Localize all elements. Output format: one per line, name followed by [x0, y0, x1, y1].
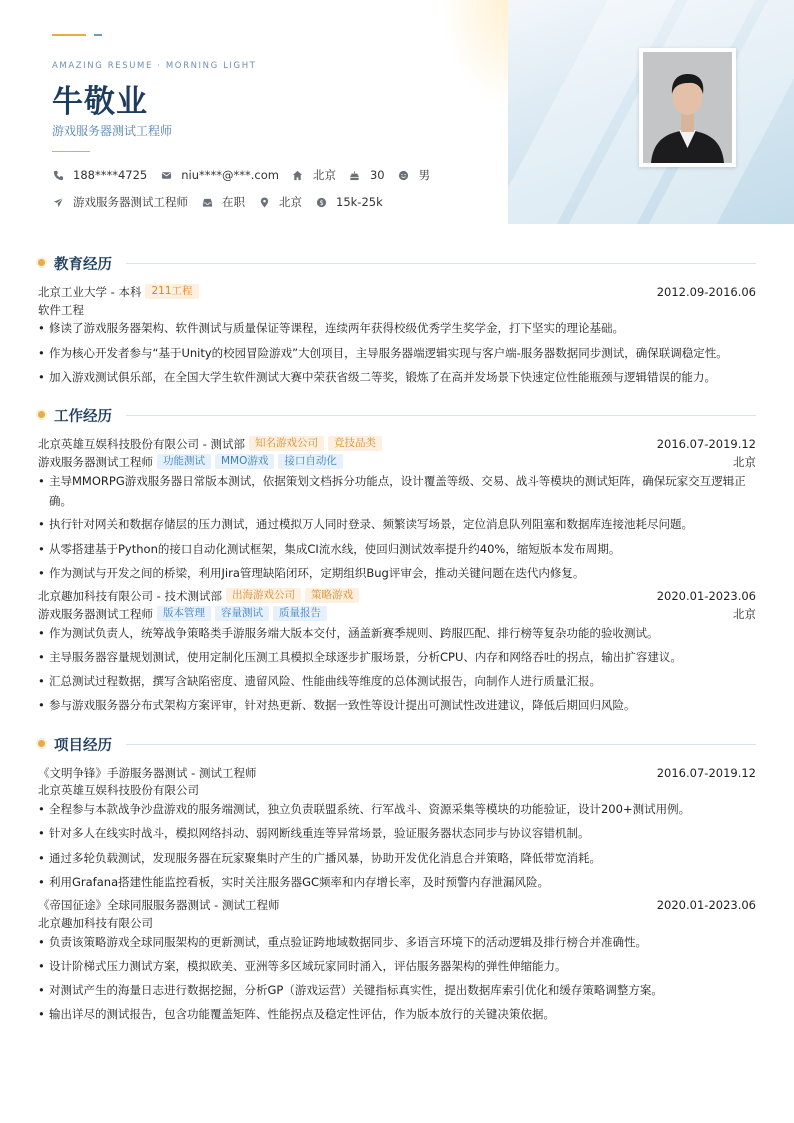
work-section-header	[38, 405, 756, 425]
bullet-text: 作为核心开发者参与“基于Unity的校园冒险游戏”大创项目，主导服务器端逻辑实现与客户端-服务器数据同步测试，确保联调稳定性。	[49, 346, 728, 360]
job-bullet: • 参与游戏服务器分布式架构方案评审，针对热更新、数据一致性等设计提出可测试性改进建议，降低后期回归风险。	[38, 695, 756, 715]
project-section-header	[38, 734, 756, 754]
education-section-title: 教育经历	[54, 257, 112, 273]
phone-text: 188****4725	[73, 168, 148, 182]
education-dates: 2012.09-2016.06	[656, 285, 756, 299]
phone-icon	[52, 169, 64, 181]
bullet-text: 执行针对网关和数据存储层的压力测试，通过模拟万人同时登录、频繁读写场景，定位消息队列阻塞和数据库连接池耗尽问题。	[49, 517, 693, 531]
project-company: 北京趣加科技有限公司	[38, 916, 153, 930]
job-bullet: • 从零搭建基于Python的接口自动化测试框架，集成CI流水线，使回归测试效率提升约40%，缩短版本发布周期。	[38, 539, 756, 559]
project-bullet: • 针对多人在线实时战斗，模拟网络抖动、弱网断线重连等异常场景，验证服务器状态同步与协议容错机制。	[38, 823, 756, 843]
profile-photo	[643, 52, 732, 163]
intent-row	[52, 194, 396, 210]
location-icon	[258, 196, 270, 208]
bullet-text: 汇总测试过程数据，撰写含缺陷密度、遗留风险、性能曲线等维度的总体测试报告，向制作人进行质量汇报。	[49, 674, 601, 688]
residence-text: 北京	[312, 168, 336, 182]
bullet-text: 主导服务器容量规划测试，使用定制化压测工具模拟全球逐步扩服场景，分析CPU、内存和网络吞吐的拐点，输出扩容建议。	[49, 650, 682, 664]
job-header	[38, 588, 756, 604]
job-bullet: • 汇总测试过程数据，撰写含缺陷密度、遗留风险、性能曲线等维度的总体测试报告，向制作人进行质量汇报。	[38, 671, 756, 691]
project-dates: 2016.07-2019.12	[656, 766, 756, 780]
company-name: 北京趣加科技有限公司 - 技术测试部	[38, 589, 222, 603]
job-title: 游戏服务器测试工程师	[52, 124, 173, 138]
job-role: 游戏服务器测试工程师	[38, 607, 153, 621]
project-bullet: • 输出详尽的测试报告，包含功能覆盖矩阵、性能拐点及稳定性评估，作为版本放行的关键决策依据。	[38, 1004, 756, 1024]
school-tag: 211工程	[145, 284, 198, 299]
bullet-text: 从零搭建基于Python的接口自动化测试框架，集成CI流水线，使回归测试效率提升约40%，缩短版本发布周期。	[49, 542, 621, 556]
smile-icon	[398, 169, 410, 181]
contact-row	[52, 167, 443, 183]
school-name: 北京工业大学 - 本科	[38, 285, 142, 299]
job-dates: 2020.01-2023.06	[656, 589, 756, 603]
job-role: 游戏服务器测试工程师	[38, 455, 153, 469]
salary-item	[315, 195, 383, 209]
job-dates: 2016.07-2019.12	[656, 437, 756, 451]
title-rule	[52, 151, 90, 152]
gold-line	[52, 34, 86, 36]
job-location: 北京	[733, 455, 756, 469]
bullet-text: 设计阶梯式压力测试方案，模拟欧美、亚洲等多区域玩家同时涌入，评估服务器架构的弹性伸缩能力。	[49, 959, 567, 973]
project-dates: 2020.01-2023.06	[656, 898, 756, 912]
section-dot	[38, 740, 45, 747]
age-text: 30	[369, 168, 385, 182]
section-dot	[38, 411, 45, 418]
bullet-text: 加入游戏测试俱乐部，在全国大学生软件测试大赛中荣获省级二等奖，锻炼了在高并发场景下快速定位性能瓶颈与逻辑错误的能力。	[49, 370, 716, 384]
gender-item	[398, 167, 431, 183]
target-job-item	[52, 194, 188, 210]
project-bullet: • 通过多轮负载测试，发现服务器在玩家聚集时产生的广播风暴，协助开发优化消息合并策略，降低带宽消耗。	[38, 848, 756, 868]
svg-text:$: $	[318, 198, 324, 207]
project-name: 《帝国征途》全球同服服务器测试 - 测试工程师	[38, 898, 280, 912]
education-bullet: • 加入游戏测试俱乐部，在全国大学生软件测试大赛中荣获省级二等奖，锻炼了在高并发场景下快速定位性能瓶颈与逻辑错误的能力。	[38, 367, 756, 387]
target-job-text: 游戏服务器测试工程师	[73, 195, 188, 209]
bullet-text: 对测试产生的海量日志进行数据挖掘，分析GP（游戏运营）关键指标真实性，提出数据库索引优化和缓存策略调整方案。	[49, 983, 663, 997]
job-role-row	[38, 606, 756, 622]
bullet-text: 主导MMORPG游戏服务器日常版本测试，依据策划文档拆分功能点，设计覆盖等级、交易、战斗等模块的测试矩阵，确保玩家交互逻辑正确。	[49, 474, 746, 508]
email-text: niu****@***.com	[181, 168, 279, 182]
education-major: 软件工程	[38, 303, 84, 317]
education-entry-header	[38, 284, 756, 300]
residence-item	[292, 167, 336, 183]
bullet-text: 输出详尽的测试报告，包含功能覆盖矩阵、性能拐点及稳定性评估，作为版本放行的关键决策依据。	[49, 1007, 555, 1021]
home-icon	[292, 169, 304, 181]
project-bullet: • 利用Grafana搭建性能监控看板，实时关注服务器GC频率和内存增长率，及时预警内存泄漏风险。	[38, 872, 756, 892]
bullet-text: 作为测试与开发之间的桥梁，利用Jira管理缺陷闭环，定期组织Bug评审会，推动关键问题在迭代内修复。	[49, 566, 585, 580]
project-section-title: 项目经历	[54, 738, 112, 754]
project-bullet: • 负责该策略游戏全球同服架构的更新测试，重点验证跨地域数据同步、多语言环境下的活动逻辑及排行榜合并准确性。	[38, 932, 756, 952]
work-section-title: 工作经历	[54, 409, 112, 425]
skill-tag: MMO游戏	[215, 454, 274, 469]
inbox-icon	[201, 196, 213, 208]
skill-tag: 版本管理	[157, 606, 211, 621]
bullet-text: 参与游戏服务器分布式架构方案评审，针对热更新、数据一致性等设计提出可测试性改进建议，降低后期回归风险。	[49, 698, 636, 712]
job-location: 北京	[733, 607, 756, 621]
tagline: AMAZING RESUME · MORNING LIGHT	[52, 61, 257, 71]
gender-text: 男	[418, 168, 431, 182]
job-header	[38, 436, 756, 452]
company-tag: 竞技品类	[328, 436, 382, 451]
mail-icon	[160, 169, 172, 181]
bullet-text: 负责该策略游戏全球同服架构的更新测试，重点验证跨地域数据同步、多语言环境下的活动逻辑及排行榜合并准确性。	[49, 935, 647, 949]
candidate-name: 牛敬业	[52, 84, 148, 120]
project-company: 北京英雄互娱科技股份有限公司	[38, 783, 199, 797]
section-rule	[126, 263, 756, 264]
job-bullet: • 作为测试与开发之间的桥梁，利用Jira管理缺陷闭环，定期组织Bug评审会，推动关键问题在迭代内修复。	[38, 563, 756, 583]
job-role-row	[38, 454, 756, 470]
project-bullet: • 全程参与本款战争沙盘游戏的服务端测试，独立负责联盟系统、行军战斗、资源采集等模块的功能验证，设计200+测试用例。	[38, 799, 756, 819]
email-item	[160, 168, 279, 182]
profile-photo-frame	[639, 48, 736, 167]
phone-item	[52, 168, 147, 182]
skill-tag: 容量测试	[215, 606, 269, 621]
bullet-text: 作为测试负责人，统筹战争策略类手游服务端大版本交付，涵盖新赛季规则、跨服匹配、排行榜等复杂功能的验收测试。	[49, 626, 659, 640]
status-text: 在职	[222, 195, 245, 209]
project-name: 《文明争锋》手游服务器测试 - 测试工程师	[38, 766, 257, 780]
job-bullet: • 主导MMORPG游戏服务器日常版本测试，依据策划文档拆分功能点，设计覆盖等级、交易、战斗等模块的测试矩阵，确保玩家交互逻辑正确。	[38, 471, 756, 511]
job-bullet: • 作为测试负责人，统筹战争策略类手游服务端大版本交付，涵盖新赛季规则、跨服匹配、排行榜等复杂功能的验收测试。	[38, 623, 756, 643]
job-bullet: • 主导服务器容量规划测试，使用定制化压测工具模拟全球逐步扩服场景，分析CPU、内存和网络吞吐的拐点，输出扩容建议。	[38, 647, 756, 667]
blue-line	[94, 34, 102, 36]
cake-icon	[349, 169, 361, 181]
bullet-text: 利用Grafana搭建性能监控看板，实时关注服务器GC频率和内存增长率，及时预警内存泄漏风险。	[49, 875, 550, 889]
education-bullet: • 作为核心开发者参与“基于Unity的校园冒险游戏”大创项目，主导服务器端逻辑实现与客户端-服务器数据同步测试，确保联调稳定性。	[38, 343, 756, 363]
bullet-text: 全程参与本款战争沙盘游戏的服务端测试，独立负责联盟系统、行军战斗、资源采集等模块的功能验证，设计200+测试用例。	[49, 802, 691, 816]
project-bullet: • 设计阶梯式压力测试方案，模拟欧美、亚洲等多区域玩家同时涌入，评估服务器架构的弹性伸缩能力。	[38, 956, 756, 976]
age-item	[349, 168, 385, 182]
bullet-text: 针对多人在线实时战斗，模拟网络抖动、弱网断线重连等异常场景，验证服务器状态同步与协议容错机制。	[49, 826, 590, 840]
job-bullet: • 执行针对网关和数据存储层的压力测试，通过模拟万人同时登录、频繁读写场景，定位消息队列阻塞和数据库连接池耗尽问题。	[38, 514, 756, 534]
salary-text: 15k-25k	[336, 195, 383, 209]
bullet-text: 修读了游戏服务器架构、软件测试与质量保证等课程，连续两年获得校级优秀学生奖学金，打下坚实的理论基础。	[49, 321, 624, 335]
education-bullet: • 修读了游戏服务器架构、软件测试与质量保证等课程，连续两年获得校级优秀学生奖学金，打下坚实的理论基础。	[38, 318, 756, 338]
company-tag: 知名游戏公司	[249, 436, 324, 451]
company-tag: 出海游戏公司	[226, 588, 301, 603]
section-rule	[126, 415, 756, 416]
company-name: 北京英雄互娱科技股份有限公司 - 测试部	[38, 437, 245, 451]
target-city-text: 北京	[279, 195, 302, 209]
section-rule	[126, 744, 756, 745]
project-bullet: • 对测试产生的海量日志进行数据挖掘，分析GP（游戏运营）关键指标真实性，提出数据库索引优化和缓存策略调整方案。	[38, 980, 756, 1000]
section-dot	[38, 259, 45, 266]
project-header	[38, 897, 756, 913]
skill-tag: 接口自动化	[278, 454, 343, 469]
skill-tag: 质量报告	[273, 606, 327, 621]
education-section-header	[38, 253, 756, 273]
project-header	[38, 765, 756, 781]
company-tag: 策略游戏	[305, 588, 359, 603]
target-city-item	[258, 194, 302, 210]
skill-tag: 功能测试	[157, 454, 211, 469]
bullet-text: 通过多轮负载测试，发现服务器在玩家聚集时产生的广播风暴，协助开发优化消息合并策略，降低带宽消耗。	[49, 851, 601, 865]
dollar-icon	[315, 196, 327, 208]
send-icon	[52, 196, 64, 208]
status-item	[201, 194, 245, 210]
